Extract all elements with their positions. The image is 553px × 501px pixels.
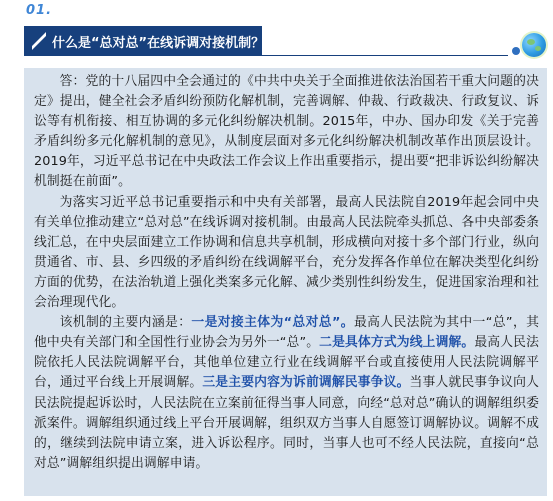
paragraph-text: 最高人民法院依托人民法院调解平台，其他单位建立行业在线调解平台或直接使用人民法院调解平台，通过平台线上开展调解。	[34, 335, 540, 391]
section-number: 01.	[26, 3, 53, 18]
globe-land-shape	[535, 46, 541, 51]
answer-paragraph-1: 答：党的十八届四中全会通过的《中共中央关于全面推进依法治国若干重大问题的决定》提出，健全社会矛盾纠纷预防化解机制，完善调解、仲裁、行政裁决、行政复议、诉讼等有机衔接、相互协调的多元化纠纷解决机制。2015年，中办、国办印发《关于完善矛盾纠纷多元化解机制的意见》，从制度层面对多元化纠纷解决机制改革作出顶层设计。2019年，习近平总书记在中央政法工作会议上作出重要指示，提出要“把非诉讼纠纷解决机制挺在前面”。	[34, 74, 539, 190]
dot-decoration	[512, 47, 520, 55]
highlight-point-1: 一是对接主体为“总对总”。	[191, 315, 354, 331]
paragraph-text: 当事人就民事争议向人民法院提起诉讼时，人民法院在立案前征得当事人同意，向经“总对总”确认的调解组织委派案件。调解组织通过线上平台开展调解，组织双方当事人自愿签订调解协议。调解不成的，继续到法院申请立案，进入诉讼程序。同时，当事人也可不经人民法院，直接向“总对总”调解组织提出调解申请。	[34, 375, 539, 471]
answer-paragraph-2: 为落实习近平总书记重要指示和中央有关部署，最高人民法院自2019年起会同中央有关单位推动建立“总对总”在线诉调对接机制。由最高人民法院牵头抓总、各中央部委条线汇总，在中央层面建立工作协调和信息共享机制，形成横向对接十多个部门行业，纵向贯通省、市、县、乡四级的矛盾纠纷在线调解平台，充分发挥各作单位在解决类型化纠纷方面的优势，在法治轨道上强化类案多元化解、减少类别性纠纷发生，促进国家治理和社会治理现代化。	[34, 194, 539, 311]
highlight-point-3: 三是主要内容为诉前调解民事争议。	[202, 375, 410, 391]
highlight-point-2: 二是具体方式为线上调解。	[319, 335, 475, 351]
section-title-bar	[24, 26, 265, 56]
answer-box	[24, 68, 547, 496]
paragraph-text: 最高人民法院为其中一“总”，其他中央有关部门和全国性行业协会为另外一“总”。	[34, 315, 540, 351]
globe-icon	[522, 33, 546, 57]
title-stripe-decoration	[32, 26, 46, 56]
globe-land-shape	[527, 39, 535, 45]
paragraph-text: 该机制的主要内涵是：	[59, 315, 192, 331]
title-underline	[262, 55, 508, 56]
section-title: 什么是“总对总”在线诉调对接机制？	[52, 36, 265, 51]
answer-paragraph-3	[34, 313, 539, 474]
